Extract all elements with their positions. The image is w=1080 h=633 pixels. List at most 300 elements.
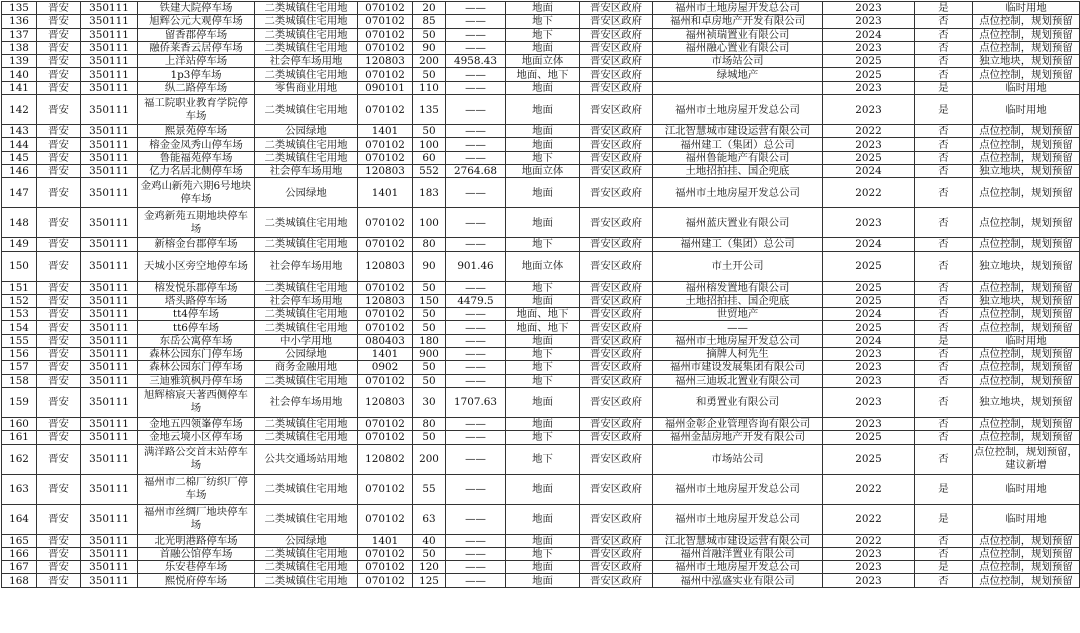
responsible-government-cell: 晋安区政府	[580, 474, 653, 504]
row-number-cell: 135	[2, 2, 37, 15]
land-use-type-cell: 二类城镇住宅用地	[255, 574, 358, 587]
parking-lot-name-cell: 福州市丝绸厂地块停车场	[138, 504, 255, 534]
area-cell: ——	[446, 361, 506, 374]
land-use-type-cell: 社会停车场用地	[255, 251, 358, 281]
temporary-flag-cell: 否	[915, 547, 973, 560]
row-number-cell: 143	[2, 125, 37, 138]
district-cell: 晋安	[37, 534, 81, 547]
parking-form-cell: 地面	[506, 334, 580, 347]
parking-lot-name-cell: 北光明港路停车场	[138, 534, 255, 547]
temporary-flag-cell: 否	[915, 15, 973, 28]
parking-spaces-cell: 63	[413, 504, 446, 534]
parking-form-cell: 地面	[506, 294, 580, 307]
remarks-cell: 点位控制，规划预留	[973, 547, 1080, 560]
district-cell: 晋安	[37, 547, 81, 560]
temporary-flag-cell: 否	[915, 238, 973, 251]
responsible-government-cell: 晋安区政府	[580, 41, 653, 54]
area-code-cell: 350111	[81, 281, 138, 294]
district-cell: 晋安	[37, 348, 81, 361]
parking-lot-name-cell: 亿力名居北侧停车场	[138, 164, 255, 177]
parking-form-cell: 地面	[506, 95, 580, 125]
table-row	[2, 164, 1080, 177]
area-cell: ——	[446, 281, 506, 294]
remarks-cell: 点位控制，规划预留	[973, 417, 1080, 430]
land-use-type-cell: 二类城镇住宅用地	[255, 308, 358, 321]
year-cell: 2025	[823, 444, 915, 474]
responsible-government-cell: 晋安区政府	[580, 334, 653, 347]
construction-unit-cell	[653, 81, 823, 94]
remarks-cell: 点位控制，规划预留	[973, 361, 1080, 374]
row-number-cell: 137	[2, 28, 37, 41]
remarks-cell: 临时用地	[973, 474, 1080, 504]
temporary-flag-cell: 是	[915, 95, 973, 125]
construction-unit-cell: 福州榕发置地有限公司	[653, 281, 823, 294]
year-cell: 2022	[823, 178, 915, 208]
land-use-code-cell: 120803	[358, 251, 413, 281]
table-row	[2, 81, 1080, 94]
area-cell: ——	[446, 178, 506, 208]
table-row	[2, 321, 1080, 334]
remarks-cell: 临时用地	[973, 2, 1080, 15]
row-number-cell: 157	[2, 361, 37, 374]
land-use-code-cell: 070102	[358, 281, 413, 294]
responsible-government-cell: 晋安区政府	[580, 55, 653, 68]
district-cell: 晋安	[37, 208, 81, 238]
land-use-type-cell: 二类城镇住宅用地	[255, 95, 358, 125]
responsible-government-cell: 晋安区政府	[580, 95, 653, 125]
year-cell: 2023	[823, 417, 915, 430]
parking-spaces-cell: 50	[413, 68, 446, 81]
district-cell: 晋安	[37, 308, 81, 321]
land-use-type-cell: 公共交通场站用地	[255, 444, 358, 474]
remarks-cell: 点位控制，规划预留	[973, 238, 1080, 251]
remarks-cell: 点位控制，规划预留	[973, 125, 1080, 138]
construction-unit-cell: 江北智慧城市建设运营有限公司	[653, 534, 823, 547]
year-cell: 2024	[823, 238, 915, 251]
responsible-government-cell: 晋安区政府	[580, 81, 653, 94]
row-number-cell: 140	[2, 68, 37, 81]
remarks-cell: 点位控制，规划预留	[973, 374, 1080, 387]
year-cell: 2024	[823, 164, 915, 177]
remarks-cell: 点位控制，规划预留	[973, 574, 1080, 587]
construction-unit-cell: 福州中泓盛实业有限公司	[653, 574, 823, 587]
construction-unit-cell: 福州市土地房屋开发总公司	[653, 504, 823, 534]
area-code-cell: 350111	[81, 251, 138, 281]
year-cell: 2025	[823, 281, 915, 294]
temporary-flag-cell: 否	[915, 125, 973, 138]
parking-spaces-cell: 150	[413, 294, 446, 307]
area-code-cell: 350111	[81, 178, 138, 208]
table-row	[2, 28, 1080, 41]
responsible-government-cell: 晋安区政府	[580, 574, 653, 587]
temporary-flag-cell: 是	[915, 334, 973, 347]
parking-lot-name-cell: 纵二路停车场	[138, 81, 255, 94]
area-code-cell: 350111	[81, 294, 138, 307]
remarks-cell: 点位控制，规划预留	[973, 41, 1080, 54]
area-cell: ——	[446, 321, 506, 334]
temporary-flag-cell: 否	[915, 348, 973, 361]
district-cell: 晋安	[37, 28, 81, 41]
area-cell: ——	[446, 28, 506, 41]
parking-lot-name-cell: 金地云境小区停车场	[138, 431, 255, 444]
temporary-flag-cell: 否	[915, 294, 973, 307]
land-use-code-cell: 070102	[358, 68, 413, 81]
parking-lot-name-cell: 熙景苑停车场	[138, 125, 255, 138]
land-use-code-cell: 1401	[358, 125, 413, 138]
area-cell: ——	[446, 444, 506, 474]
district-cell: 晋安	[37, 444, 81, 474]
table-row	[2, 238, 1080, 251]
responsible-government-cell: 晋安区政府	[580, 504, 653, 534]
row-number-cell: 146	[2, 164, 37, 177]
area-cell: ——	[446, 374, 506, 387]
area-cell: 2764.68	[446, 164, 506, 177]
temporary-flag-cell: 否	[915, 431, 973, 444]
parking-form-cell: 地下	[506, 348, 580, 361]
area-cell: ——	[446, 2, 506, 15]
table-row	[2, 534, 1080, 547]
land-use-type-cell: 公园绿地	[255, 178, 358, 208]
table-row	[2, 374, 1080, 387]
responsible-government-cell: 晋安区政府	[580, 251, 653, 281]
land-use-code-cell: 070102	[358, 474, 413, 504]
district-cell: 晋安	[37, 138, 81, 151]
parking-spaces-cell: 50	[413, 361, 446, 374]
responsible-government-cell: 晋安区政府	[580, 151, 653, 164]
temporary-flag-cell: 否	[915, 534, 973, 547]
parking-lot-name-cell: 融侨莱香云居停车场	[138, 41, 255, 54]
parking-form-cell: 地面、地下	[506, 321, 580, 334]
temporary-flag-cell: 是	[915, 504, 973, 534]
construction-unit-cell: 福州鲁能地产有限公司	[653, 151, 823, 164]
area-cell: ——	[446, 547, 506, 560]
temporary-flag-cell: 否	[915, 208, 973, 238]
responsible-government-cell: 晋安区政府	[580, 444, 653, 474]
construction-unit-cell: 福州首融洋置业有限公司	[653, 547, 823, 560]
row-number-cell: 139	[2, 55, 37, 68]
table-row	[2, 348, 1080, 361]
remarks-cell: 点位控制，规划预留	[973, 348, 1080, 361]
land-use-type-cell: 公园绿地	[255, 534, 358, 547]
parking-spaces-cell: 50	[413, 125, 446, 138]
row-number-cell: 148	[2, 208, 37, 238]
temporary-flag-cell: 否	[915, 417, 973, 430]
row-number-cell: 136	[2, 15, 37, 28]
land-use-type-cell: 二类城镇住宅用地	[255, 504, 358, 534]
remarks-cell: 点位控制，规划预留	[973, 534, 1080, 547]
row-number-cell: 150	[2, 251, 37, 281]
row-number-cell: 144	[2, 138, 37, 151]
land-use-code-cell: 120802	[358, 444, 413, 474]
year-cell: 2023	[823, 387, 915, 417]
parking-spaces-cell: 552	[413, 164, 446, 177]
table-row	[2, 308, 1080, 321]
year-cell: 2024	[823, 28, 915, 41]
area-cell: 1707.63	[446, 387, 506, 417]
land-use-type-cell: 二类城镇住宅用地	[255, 15, 358, 28]
land-use-code-cell: 070102	[358, 41, 413, 54]
table-row	[2, 444, 1080, 474]
responsible-government-cell: 晋安区政府	[580, 374, 653, 387]
district-cell: 晋安	[37, 374, 81, 387]
land-use-type-cell: 二类城镇住宅用地	[255, 374, 358, 387]
row-number-cell: 154	[2, 321, 37, 334]
area-cell: ——	[446, 334, 506, 347]
table-row	[2, 15, 1080, 28]
district-cell: 晋安	[37, 238, 81, 251]
parking-spaces-cell: 200	[413, 55, 446, 68]
temporary-flag-cell: 否	[915, 361, 973, 374]
construction-unit-cell: 世贸地产	[653, 308, 823, 321]
land-use-type-cell: 二类城镇住宅用地	[255, 547, 358, 560]
parking-form-cell: 地面	[506, 208, 580, 238]
land-use-type-cell: 二类城镇住宅用地	[255, 68, 358, 81]
table-row	[2, 55, 1080, 68]
row-number-cell: 152	[2, 294, 37, 307]
year-cell: 2023	[823, 361, 915, 374]
table-row	[2, 387, 1080, 417]
temporary-flag-cell: 否	[915, 444, 973, 474]
year-cell: 2024	[823, 334, 915, 347]
parking-spaces-cell: 100	[413, 138, 446, 151]
district-cell: 晋安	[37, 334, 81, 347]
land-use-code-cell: 070102	[358, 561, 413, 574]
parking-spaces-cell: 30	[413, 387, 446, 417]
remarks-cell: 点位控制，规划预留	[973, 208, 1080, 238]
area-code-cell: 350111	[81, 561, 138, 574]
land-use-code-cell: 070102	[358, 321, 413, 334]
land-use-code-cell: 070102	[358, 374, 413, 387]
year-cell: 2025	[823, 431, 915, 444]
year-cell: 2025	[823, 321, 915, 334]
responsible-government-cell: 晋安区政府	[580, 431, 653, 444]
district-cell: 晋安	[37, 361, 81, 374]
temporary-flag-cell: 否	[915, 28, 973, 41]
row-number-cell: 163	[2, 474, 37, 504]
parking-lot-name-cell: 榕金金凤秀山停车场	[138, 138, 255, 151]
area-cell: ——	[446, 208, 506, 238]
parking-spaces-cell: 100	[413, 208, 446, 238]
remarks-cell: 独立地块，规划预留	[973, 251, 1080, 281]
parking-spaces-cell: 80	[413, 417, 446, 430]
area-code-cell: 350111	[81, 308, 138, 321]
table-row	[2, 95, 1080, 125]
parking-spaces-cell: 90	[413, 41, 446, 54]
area-cell: ——	[446, 125, 506, 138]
land-use-code-cell: 1401	[358, 348, 413, 361]
parking-spaces-cell: 80	[413, 238, 446, 251]
temporary-flag-cell: 否	[915, 178, 973, 208]
row-number-cell: 159	[2, 387, 37, 417]
area-cell: ——	[446, 151, 506, 164]
responsible-government-cell: 晋安区政府	[580, 534, 653, 547]
temporary-flag-cell: 否	[915, 374, 973, 387]
temporary-flag-cell: 否	[915, 251, 973, 281]
parking-form-cell: 地下	[506, 444, 580, 474]
construction-unit-cell: ——	[653, 321, 823, 334]
parking-spaces-cell: 50	[413, 374, 446, 387]
parking-lot-name-cell: 森林公园东门停车场	[138, 361, 255, 374]
remarks-cell: 临时用地	[973, 504, 1080, 534]
row-number-cell: 160	[2, 417, 37, 430]
parking-spaces-cell: 85	[413, 15, 446, 28]
responsible-government-cell: 晋安区政府	[580, 547, 653, 560]
parking-form-cell: 地下	[506, 15, 580, 28]
land-use-code-cell: 0902	[358, 361, 413, 374]
land-use-type-cell: 二类城镇住宅用地	[255, 561, 358, 574]
parking-spaces-cell: 50	[413, 308, 446, 321]
parking-lot-name-cell: 首融公馆停车场	[138, 547, 255, 560]
parking-spaces-cell: 125	[413, 574, 446, 587]
parking-lot-name-cell: 留香郡停车场	[138, 28, 255, 41]
district-cell: 晋安	[37, 68, 81, 81]
area-code-cell: 350111	[81, 81, 138, 94]
district-cell: 晋安	[37, 294, 81, 307]
area-code-cell: 350111	[81, 374, 138, 387]
area-cell: ——	[446, 431, 506, 444]
construction-unit-cell: 福州金喆房地产开发有限公司	[653, 431, 823, 444]
parking-lot-name-cell: 鲁能福苑停车场	[138, 151, 255, 164]
parking-lot-name-cell: 福工院职业教育学院停车场	[138, 95, 255, 125]
land-use-type-cell: 二类城镇住宅用地	[255, 238, 358, 251]
parking-lot-name-cell: 乐安巷停车场	[138, 561, 255, 574]
area-cell: ——	[446, 95, 506, 125]
land-use-code-cell: 070102	[358, 547, 413, 560]
area-cell: ——	[446, 138, 506, 151]
area-cell: ——	[446, 81, 506, 94]
area-cell: ——	[446, 504, 506, 534]
parking-lot-name-cell: 东岳公寓停车场	[138, 334, 255, 347]
parking-lot-name-cell: 熙悦府停车场	[138, 574, 255, 587]
table-row	[2, 334, 1080, 347]
area-code-cell: 350111	[81, 2, 138, 15]
construction-unit-cell: 福州市土地房屋开发总公司	[653, 178, 823, 208]
construction-unit-cell: 福州融心置业有限公司	[653, 41, 823, 54]
area-cell: ——	[446, 308, 506, 321]
table-row	[2, 178, 1080, 208]
row-number-cell: 149	[2, 238, 37, 251]
area-code-cell: 350111	[81, 504, 138, 534]
construction-unit-cell: 福州和卓房地产开发有限公司	[653, 15, 823, 28]
area-code-cell: 350111	[81, 41, 138, 54]
parking-form-cell: 地面立体	[506, 251, 580, 281]
table-row	[2, 41, 1080, 54]
parking-spaces-cell: 50	[413, 281, 446, 294]
construction-unit-cell: 福州三迪坂北置业有限公司	[653, 374, 823, 387]
responsible-government-cell: 晋安区政府	[580, 308, 653, 321]
year-cell: 2023	[823, 81, 915, 94]
area-code-cell: 350111	[81, 208, 138, 238]
district-cell: 晋安	[37, 55, 81, 68]
construction-unit-cell: 市场站公司	[653, 55, 823, 68]
row-number-cell: 168	[2, 574, 37, 587]
responsible-government-cell: 晋安区政府	[580, 2, 653, 15]
parking-lot-table	[1, 1, 1080, 588]
table-row	[2, 251, 1080, 281]
parking-form-cell: 地下	[506, 374, 580, 387]
parking-form-cell: 地面	[506, 561, 580, 574]
district-cell: 晋安	[37, 431, 81, 444]
parking-form-cell: 地面	[506, 81, 580, 94]
area-cell: ——	[446, 15, 506, 28]
land-use-code-cell: 1401	[358, 534, 413, 547]
area-code-cell: 350111	[81, 55, 138, 68]
area-cell: ——	[446, 474, 506, 504]
table-row	[2, 125, 1080, 138]
temporary-flag-cell: 否	[915, 321, 973, 334]
construction-unit-cell: 福州市土地房屋开发总公司	[653, 474, 823, 504]
remarks-cell: 点位控制，规划预留	[973, 178, 1080, 208]
row-number-cell: 151	[2, 281, 37, 294]
area-code-cell: 350111	[81, 417, 138, 430]
row-number-cell: 141	[2, 81, 37, 94]
parking-spaces-cell: 900	[413, 348, 446, 361]
district-cell: 晋安	[37, 387, 81, 417]
land-use-type-cell: 二类城镇住宅用地	[255, 138, 358, 151]
parking-spaces-cell: 120	[413, 561, 446, 574]
district-cell: 晋安	[37, 41, 81, 54]
parking-form-cell: 地面	[506, 534, 580, 547]
parking-spaces-cell: 50	[413, 28, 446, 41]
construction-unit-cell: 福州市土地房屋开发总公司	[653, 2, 823, 15]
row-number-cell: 161	[2, 431, 37, 444]
land-use-type-cell: 二类城镇住宅用地	[255, 417, 358, 430]
row-number-cell: 165	[2, 534, 37, 547]
parking-lot-name-cell: 金地五四领峯停车场	[138, 417, 255, 430]
responsible-government-cell: 晋安区政府	[580, 125, 653, 138]
parking-form-cell: 地面	[506, 2, 580, 15]
district-cell: 晋安	[37, 574, 81, 587]
table-row	[2, 281, 1080, 294]
area-code-cell: 350111	[81, 547, 138, 560]
responsible-government-cell: 晋安区政府	[580, 28, 653, 41]
parking-form-cell: 地下	[506, 151, 580, 164]
remarks-cell: 临时用地	[973, 334, 1080, 347]
land-use-code-cell: 120803	[358, 164, 413, 177]
year-cell: 2023	[823, 374, 915, 387]
land-use-code-cell: 070102	[358, 308, 413, 321]
responsible-government-cell: 晋安区政府	[580, 348, 653, 361]
responsible-government-cell: 晋安区政府	[580, 138, 653, 151]
parking-form-cell: 地下	[506, 28, 580, 41]
area-code-cell: 350111	[81, 431, 138, 444]
area-cell: 901.46	[446, 251, 506, 281]
parking-lot-name-cell: 旭辉公元大观停车场	[138, 15, 255, 28]
area-code-cell: 350111	[81, 444, 138, 474]
construction-unit-cell: 福州建工（集团）总公司	[653, 238, 823, 251]
parking-lot-name-cell: 铁建大院停车场	[138, 2, 255, 15]
temporary-flag-cell: 是	[915, 474, 973, 504]
district-cell: 晋安	[37, 164, 81, 177]
table-row	[2, 208, 1080, 238]
land-use-type-cell: 二类城镇住宅用地	[255, 321, 358, 334]
remarks-cell: 点位控制，规划预留	[973, 561, 1080, 574]
land-use-code-cell: 070102	[358, 15, 413, 28]
area-code-cell: 350111	[81, 68, 138, 81]
parking-spaces-cell: 50	[413, 431, 446, 444]
land-use-code-cell: 070102	[358, 417, 413, 430]
temporary-flag-cell: 是	[915, 2, 973, 15]
table-row	[2, 547, 1080, 560]
row-number-cell: 153	[2, 308, 37, 321]
land-use-code-cell: 070102	[358, 504, 413, 534]
land-use-code-cell: 070102	[358, 208, 413, 238]
remarks-cell: 独立地块，规划预留	[973, 55, 1080, 68]
responsible-government-cell: 晋安区政府	[580, 361, 653, 374]
row-number-cell: 156	[2, 348, 37, 361]
remarks-cell: 点位控制，规划预留	[973, 431, 1080, 444]
land-use-type-cell: 社会停车场用地	[255, 164, 358, 177]
